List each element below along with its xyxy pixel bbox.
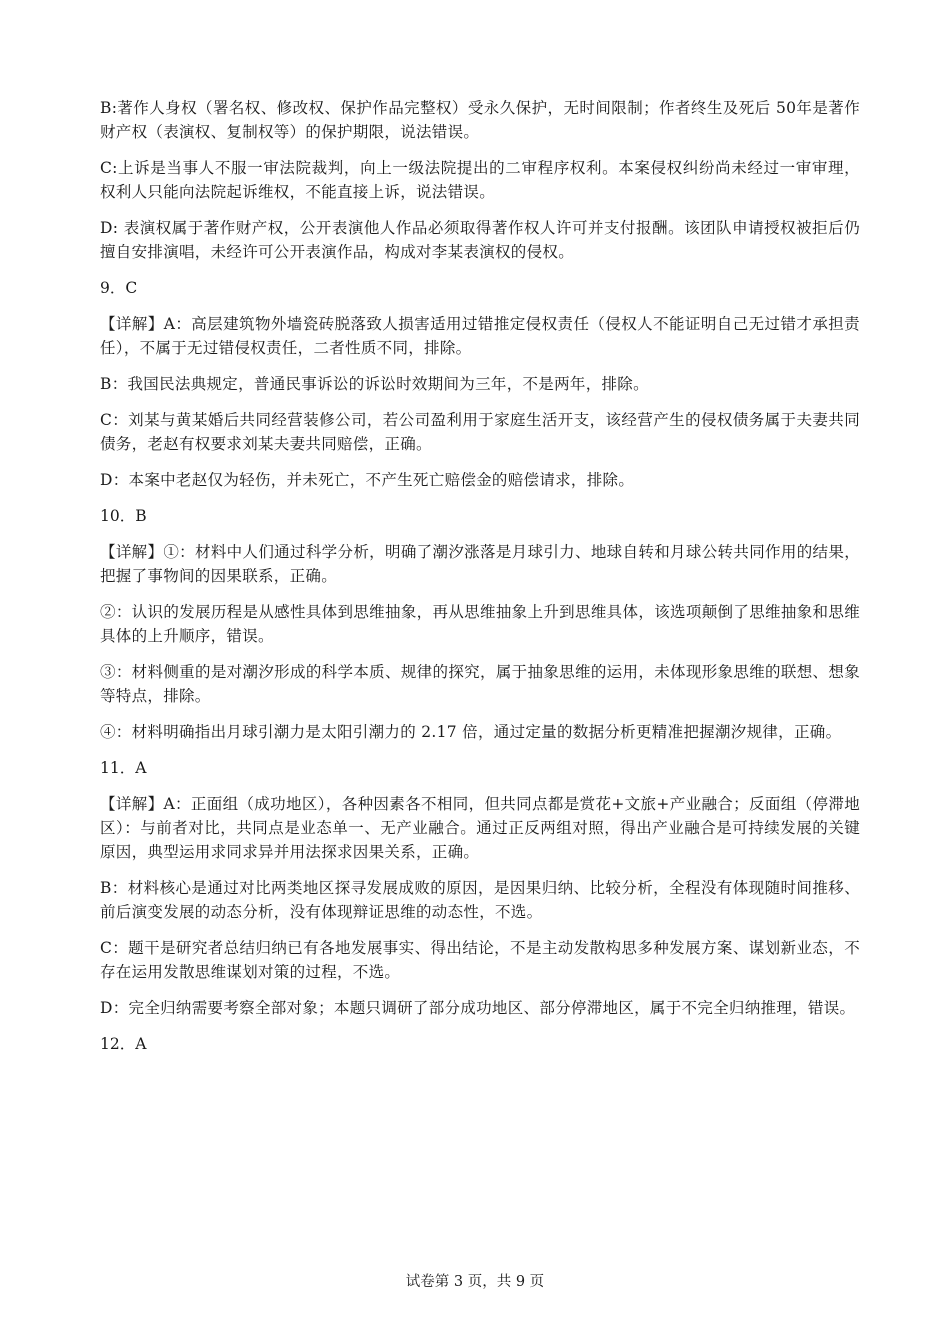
q8-option-b: B:著作人身权（署名权、修改权、保护作品完整权）受永久保护，无时间限制；作者终生及死后 50年是著作财产权（表演权、复制权等）的保护期限，说法错误。 (100, 99, 860, 141)
q10-item-2: ②：认识的发展历程是从感性具体到思维抽象，再从思维抽象上升到思维具体，该选项颠倒了思维抽象和思维具体的上升顺序，错误。 (100, 603, 860, 645)
q9-option-a: 【详解】A：高层建筑物外墙瓷砖脱落致人损害适用过错推定侵权责任（侵权人不能证明自己无过错才承担责任），不属于无过错侵权责任，二者性质不同，排除。 (100, 315, 860, 357)
document-body (100, 96, 860, 1068)
q8-option-c: C:上诉是当事人不服一审法院裁判，向上一级法院提出的二审程序权利。本案侵权纠纷尚未经过一审审理，权利人只能向法院起诉维权，不能直接上诉，说法错误。 (100, 159, 860, 201)
q11-option-a: 【详解】A：正面组（成功地区），各种因素各不相同，但共同点都是赏花+文旅+产业融合；反面组（停滞地区）：与前者对比，共同点是业态单一、无产业融合。通过正反两组对照，得出产业融合是可持续发展的关键原因，典型运用求同求异并用法探求因果关系，正确。 (100, 795, 860, 861)
q9-option-c: C：刘某与黄某婚后共同经营装修公司，若公司盈利用于家庭生活开支，该经营产生的侵权债务属于夫妻共同债务，老赵有权要求刘某夫妻共同赔偿，正确。 (100, 411, 860, 453)
page-footer: 试卷第 3 页，共 9 页 (405, 1274, 545, 1290)
q11-answer: 11．A (100, 759, 147, 777)
q10-item-3: ③：材料侧重的是对潮汐形成的科学本质、规律的探究，属于抽象思维的运用，未体现形象思维的联想、想象等特点，排除。 (100, 663, 860, 705)
q9-option-d: D：本案中老赵仅为轻伤，并未死亡，不产生死亡赔偿金的赔偿请求，排除。 (100, 471, 635, 489)
q11-option-d: D：完全归纳需要考察全部对象；本题只调研了部分成功地区、部分停滞地区，属于不完全归纳推理，错误。 (100, 999, 856, 1017)
q9-answer: 9．C (100, 279, 138, 297)
q10-item-1: 【详解】①：材料中人们通过科学分析，明确了潮汐涨落是月球引力、地球自转和月球公转共同作用的结果，把握了事物间的因果联系，正确。 (100, 543, 860, 585)
q9-option-b: B：我国民法典规定，普通民事诉讼的诉讼时效期间为三年，不是两年，排除。 (100, 375, 649, 393)
q10-answer: 10．B (100, 507, 147, 525)
q11-option-b: B：材料核心是通过对比两类地区探寻发展成败的原因，是因果归纳、比较分析，全程没有体现随时间推移、前后演变发展的动态分析，没有体现辩证思维的动态性，不选。 (100, 879, 860, 921)
q10-item-4: ④：材料明确指出月球引潮力是太阳引潮力的 2.17 倍，通过定量的数据分析更精准把握潮汐规律，正确。 (100, 723, 842, 741)
q11-option-c: C：题干是研究者总结归纳已有各地发展事实、得出结论，不是主动发散构思多种发展方案、谋划新业态，不存在运用发散思维谋划对策的过程，不选。 (100, 939, 860, 981)
q8-option-d: D: 表演权属于著作财产权，公开表演他人作品必须取得著作权人许可并支付报酬。该团队申请授权被拒后仍擅自安排演唱，未经许可公开表演作品，构成对李某表演权的侵权。 (100, 219, 860, 261)
q12-answer: 12．A (100, 1035, 147, 1053)
